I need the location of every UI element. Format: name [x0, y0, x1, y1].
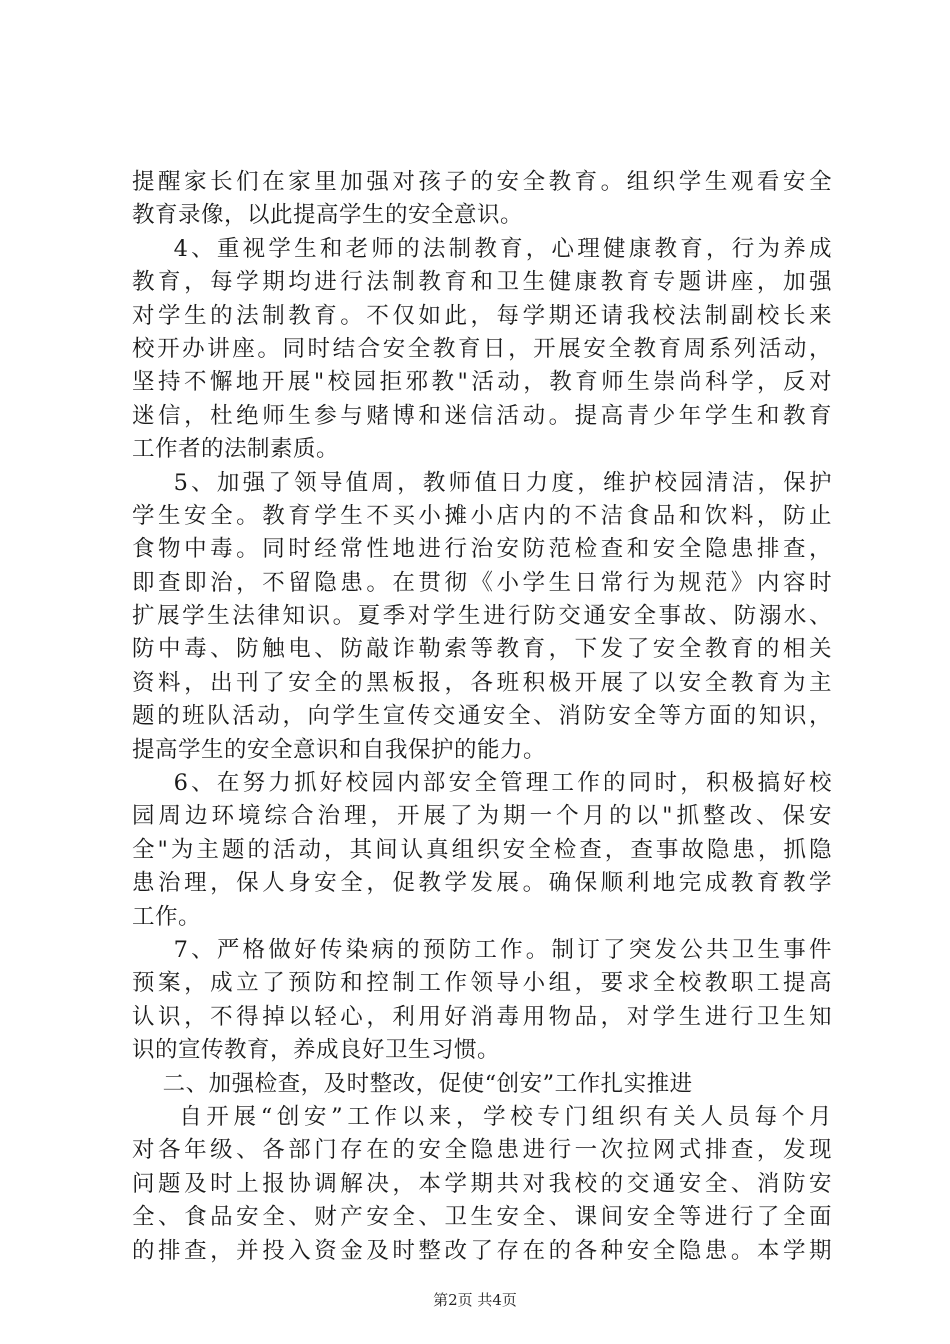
- text-line: 认识，不得掉以轻心，利用好消毒用物品，对学生进行卫生知: [132, 1003, 832, 1030]
- text-line: 5、加强了领导值周，教师值日力度，维护校园清洁，保护: [132, 469, 832, 496]
- text-line: 识的宣传教育，养成良好卫生习惯。: [132, 1037, 501, 1064]
- text-line: 即查即治，不留隐患。在贯彻《小学生日常行为规范》内容时: [132, 569, 832, 596]
- text-line: 二、加强检查，及时整改，促使“创安”工作扎实推进: [132, 1070, 693, 1097]
- text-line: 提高学生的安全意识和自我保护的能力。: [132, 736, 547, 763]
- text-line: 食物中毒。同时经常性地进行治安防范检查和安全隐患排查，: [132, 536, 832, 563]
- text-line: 工作者的法制素质。: [132, 436, 340, 463]
- text-line: 坚持不懈地开展"校园拒邪教"活动，教育师生崇尚科学，反对: [132, 369, 832, 396]
- text-line: 题的班队活动，向学生宣传交通安全、消防安全等方面的知识，: [132, 703, 832, 730]
- text-line: 园周边环境综合治理，开展了为期一个月的以"抓整改、保安: [132, 803, 832, 830]
- text-line: 对学生的法制教育。不仅如此，每学期还请我校法制副校长来: [132, 302, 832, 329]
- text-line: 校开办讲座。同时结合安全教育日，开展安全教育周系列活动，: [132, 335, 832, 362]
- text-line: 患治理，保人身安全，促教学发展。确保顺利地完成教育教学: [132, 870, 832, 897]
- text-line: 教育录像，以此提高学生的安全意识。: [132, 202, 524, 229]
- text-line: 扩展学生法律知识。夏季对学生进行防交通安全事故、防溺水、: [132, 603, 832, 630]
- text-line: 6、在努力抓好校园内部安全管理工作的同时，积极搞好校: [132, 770, 832, 797]
- text-line: 提醒家长们在家里加强对孩子的安全教育。组织学生观看安全: [132, 169, 832, 195]
- text-line: 迷信，杜绝师生参与赌博和迷信活动。提高青少年学生和教育: [132, 402, 832, 429]
- text-line: 资料，出刊了安全的黑板报，各班积极开展了以安全教育为主: [132, 669, 832, 696]
- text-line: 对各年级、各部门存在的安全隐患进行一次拉网式排查，发现: [132, 1137, 832, 1164]
- text-line: 问题及时上报协调解决，本学期共对我校的交通安全、消防安: [132, 1170, 832, 1197]
- text-line: 4、重视学生和老师的法制教育，心理健康教育，行为养成: [132, 235, 832, 262]
- document-body: [132, 166, 832, 1268]
- text-line: 教育，每学期均进行法制教育和卫生健康教育专题讲座，加强: [132, 269, 832, 296]
- page-footer: 第2页 共4页: [433, 1291, 517, 1309]
- text-line: 预案，成立了预防和控制工作领导小组，要求全校教职工提高: [132, 970, 832, 997]
- text-line: 学生安全。教育学生不买小摊小店内的不洁食品和饮料，防止: [132, 502, 832, 529]
- text-line: 7、严格做好传染病的预防工作。制订了突发公共卫生事件: [132, 936, 832, 963]
- text-line: 全、食品安全、财产安全、卫生安全、课间安全等进行了全面: [132, 1204, 832, 1231]
- text-line: 的排查，并投入资金及时整改了存在的各种安全隐患。本学期: [132, 1237, 832, 1264]
- text-line: 全"为主题的活动，其间认真组织安全检查，查事故隐患，抓隐: [132, 836, 832, 863]
- text-line: 工作。: [132, 903, 202, 930]
- text-line: 防中毒、防触电、防敲诈勒索等教育，下发了安全教育的相关: [132, 636, 832, 663]
- text-line: 自开展“创安”工作以来，学校专门组织有关人员每个月: [132, 1103, 832, 1130]
